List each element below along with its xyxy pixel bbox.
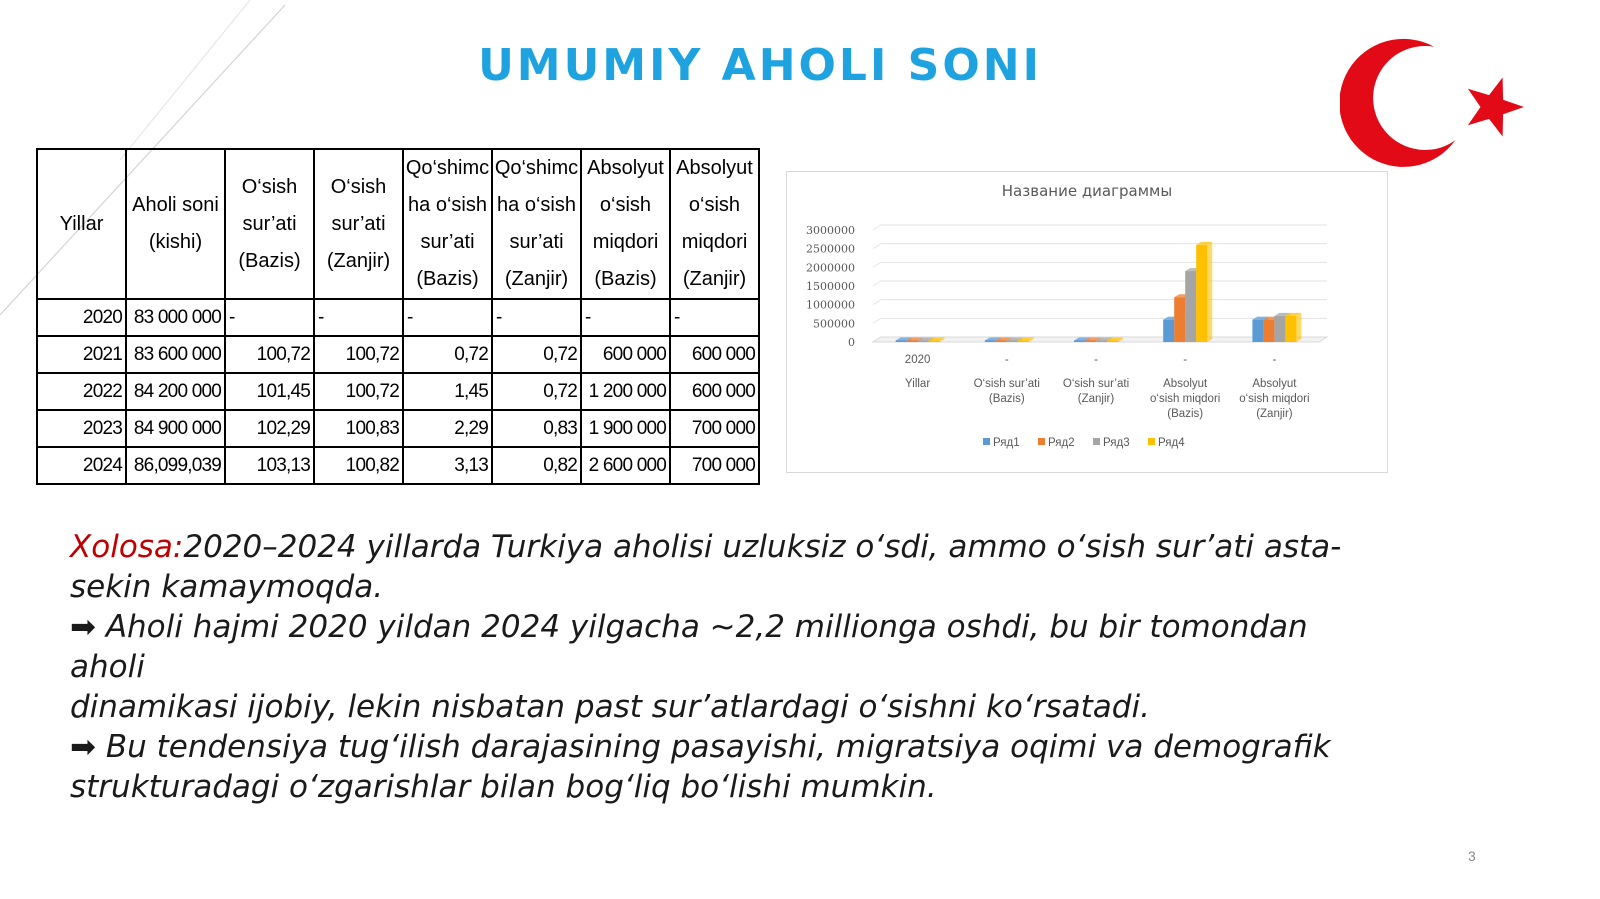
- table-header-4: [403, 149, 492, 299]
- bar-Ряд2-0: [907, 341, 918, 343]
- table-header-line: o‘sish: [599, 194, 652, 216]
- bar-Ряд3-3: [1185, 271, 1196, 342]
- gridline-depth: [873, 318, 881, 323]
- table-cell: 700 000: [670, 410, 759, 447]
- x-tick-label: (Zanjir): [1077, 393, 1115, 405]
- x-tick-label: Yillar: [905, 378, 931, 390]
- bar-Ряд4-0: [929, 341, 940, 343]
- table-header-1: [126, 149, 225, 299]
- table-cell: -: [670, 299, 759, 336]
- conclusion-line-1: 2020–2024 yillarda Turkiya aholisi uzluksiz o‘sdi, ammo o‘sish sur’ati asta-: [183, 529, 1342, 565]
- table-header-line: ha o‘sish: [497, 194, 576, 216]
- legend-entry: Ряд1: [993, 437, 1020, 449]
- x-tick-label: -: [1272, 354, 1277, 366]
- bar-Ряд3-0: [918, 341, 929, 343]
- bar-chart: [787, 172, 1387, 472]
- table-cell: 100,72: [225, 336, 314, 373]
- bar-Ряд4-3: [1196, 245, 1207, 342]
- legend-swatch: [1038, 438, 1045, 445]
- bar-Ряд4-4: [1285, 316, 1296, 342]
- table-header-7: [670, 149, 759, 299]
- chart-container: [786, 171, 1388, 473]
- table-cell: 2022: [37, 373, 126, 410]
- table-row: [37, 336, 759, 373]
- table-header-3: [314, 149, 403, 299]
- x-tick-label: (Zanjir): [1256, 408, 1293, 420]
- x-tick-label: Absolyut: [1252, 378, 1297, 390]
- x-tick-label: o‘sish miqdori: [1150, 393, 1221, 405]
- slide-title: UMUMIY AHOLI SONI: [478, 40, 1042, 91]
- table-cell: 0,83: [492, 410, 581, 447]
- x-tick-label: o‘sish miqdori: [1239, 393, 1310, 405]
- bar-side: [1207, 242, 1212, 342]
- page-number: 3: [1468, 848, 1476, 864]
- bar-Ряд3-1: [1007, 341, 1018, 343]
- table-header-line: Qo‘shimc: [405, 157, 490, 179]
- table-header-line: o‘sish: [688, 194, 741, 216]
- table-cell: 0,72: [492, 336, 581, 373]
- table-cell: 103,13: [225, 447, 314, 484]
- table-cell: 3,13: [403, 447, 492, 484]
- table-header-line: O‘sish: [330, 175, 387, 198]
- table-cell: -: [492, 299, 581, 336]
- conclusion-line-5: ➡ Bu tendensiya tug‘ilish darajasining pasayishi, migratsiya oqimi va demografik: [70, 729, 1331, 765]
- gridline-depth: [873, 300, 881, 305]
- table-cell: 100,72: [314, 373, 403, 410]
- x-tick-label: O‘sish sur’ati: [1062, 378, 1130, 390]
- table-header-0: [37, 149, 126, 299]
- bar-Ряд4-1: [1018, 341, 1029, 343]
- y-tick-label: 3000000: [806, 224, 855, 237]
- table-cell: 1,45: [403, 373, 492, 410]
- bar-Ряд1-1: [985, 341, 996, 343]
- table-header-line: Absolyut: [587, 157, 664, 179]
- table-cell: 2023: [37, 410, 126, 447]
- bar-Ряд2-4: [1263, 320, 1274, 342]
- table-header-line: (Bazis): [238, 249, 301, 272]
- table-row: [37, 373, 759, 410]
- table-header-line: sur’ati: [509, 231, 564, 253]
- table-header-line: Absolyut: [676, 157, 753, 179]
- table-row: [37, 410, 759, 447]
- y-tick-label: 2000000: [806, 261, 855, 275]
- table-cell: 100,83: [314, 410, 403, 447]
- table-cell: 600 000: [670, 336, 759, 373]
- table-cell: 700 000: [670, 447, 759, 484]
- table-cell: 100,82: [314, 447, 403, 484]
- table-cell: 86,099,039: [126, 447, 225, 484]
- table-header-line: (kishi): [148, 231, 203, 253]
- table-cell: 84 900 000: [126, 410, 225, 447]
- legend-entry: Ряд3: [1103, 437, 1130, 449]
- table-cell: 0,72: [492, 373, 581, 410]
- table-cell: 2024: [37, 447, 126, 484]
- table-body: [37, 299, 759, 484]
- y-tick-label: 1500000: [806, 280, 855, 293]
- x-tick-label: O‘sish sur’ati: [973, 378, 1040, 390]
- table-cell: 600 000: [670, 373, 759, 410]
- x-tick-label: -: [1183, 354, 1188, 366]
- table-cell: 2020: [37, 299, 126, 336]
- table-cell: 1 900 000: [581, 410, 670, 447]
- table-header-line: sur’ati: [331, 212, 386, 235]
- bar-Ряд2-1: [996, 341, 1007, 343]
- chart-title: Название диаграммы: [1001, 182, 1173, 200]
- x-tick-label: -: [1004, 354, 1009, 366]
- x-tick-label: 2020: [904, 354, 931, 366]
- legend-swatch: [1148, 438, 1155, 445]
- population-table: [36, 148, 760, 485]
- bar-Ряд1-3: [1163, 320, 1174, 342]
- table-header-line: O‘sish: [241, 175, 298, 198]
- gridline-depth: [873, 244, 881, 249]
- table-header-line: miqdori: [681, 231, 748, 253]
- table-cell: 83 000 000: [126, 299, 225, 336]
- bar-Ряд2-3: [1174, 297, 1185, 342]
- table-header-line: Yillar: [59, 212, 104, 235]
- x-tick-label: (Bazis): [1167, 408, 1204, 420]
- table-cell: 100,72: [314, 336, 403, 373]
- bar-Ряд3-2: [1096, 341, 1107, 343]
- table-header-line: (Zanjir): [682, 268, 747, 290]
- x-tick-label: (Bazis): [988, 393, 1025, 405]
- gridline-depth: [873, 262, 881, 267]
- table-cell: 0,72: [403, 336, 492, 373]
- bar-Ряд4-2: [1107, 341, 1118, 343]
- y-tick-label: 1000000: [806, 298, 855, 312]
- turkish-crescent-star-icon: [1340, 30, 1555, 190]
- bar-Ряд1-2: [1074, 341, 1085, 343]
- x-tick-label: -: [1094, 354, 1098, 366]
- y-tick-label: 0: [848, 336, 855, 349]
- conclusion-lead: Xolosa:: [70, 529, 184, 565]
- conclusion-text: [70, 527, 1360, 807]
- conclusion-line-6: strukturadagi o‘zgarishlar bilan bog‘liq bo‘lishi mumkin.: [70, 769, 937, 805]
- table-header-line: (Bazis): [594, 268, 657, 290]
- table-cell: 84 200 000: [126, 373, 225, 410]
- table-cell: 83 600 000: [126, 336, 225, 373]
- table-cell: 1 200 000: [581, 373, 670, 410]
- legend-swatch: [983, 438, 990, 445]
- table-header-line: (Bazis): [416, 268, 479, 290]
- y-tick-label: 500000: [813, 317, 855, 331]
- table-header-line: sur’ati: [242, 212, 297, 235]
- table-header-line: ha o‘sish: [408, 194, 487, 216]
- legend-entry: Ряд2: [1048, 437, 1075, 449]
- conclusion-line-3: ➡ Aholi hajmi 2020 yildan 2024 yilgacha ~2,2 millionga oshdi, bu bir tomondan aholi: [70, 609, 1308, 685]
- legend-entry: Ряд4: [1158, 437, 1185, 449]
- table-cell: 2021: [37, 336, 126, 373]
- bar-Ряд1-4: [1252, 320, 1263, 342]
- bar-Ряд2-2: [1085, 341, 1096, 343]
- table-cell: -: [225, 299, 314, 336]
- table-cell: 102,29: [225, 410, 314, 447]
- y-tick-label: 2500000: [806, 242, 855, 256]
- table-cell: -: [581, 299, 670, 336]
- table-header-6: [581, 149, 670, 299]
- gridline-depth: [873, 281, 881, 286]
- table-row: [37, 299, 759, 336]
- table-header-line: miqdori: [592, 231, 659, 253]
- table-cell: 600 000: [581, 336, 670, 373]
- table-cell: -: [403, 299, 492, 336]
- table-cell: -: [314, 299, 403, 336]
- x-tick-label: Absolyut: [1163, 378, 1208, 390]
- table-cell: 2,29: [403, 410, 492, 447]
- conclusion-line-2: sekin kamaymoqda.: [70, 569, 384, 605]
- legend-swatch: [1093, 438, 1100, 445]
- table-header-line: (Zanjir): [326, 249, 391, 272]
- gridline-depth: [873, 225, 881, 230]
- bar-Ряд1-0: [896, 341, 907, 343]
- table-header-line: Aholi soni: [132, 194, 219, 216]
- bar-Ряд3-4: [1274, 316, 1285, 342]
- table-cell: 101,45: [225, 373, 314, 410]
- table-header-5: [492, 149, 581, 299]
- table-header-line: (Zanjir): [504, 268, 569, 290]
- table-header-row: [37, 149, 759, 299]
- bar-side: [1296, 313, 1301, 342]
- table-cell: 2 600 000: [581, 447, 670, 484]
- table-header-line: Qo‘shimc: [494, 157, 579, 179]
- table-header-line: sur’ati: [420, 231, 475, 253]
- table-header-2: [225, 149, 314, 299]
- conclusion-line-4: dinamikasi ijobiy, lekin nisbatan past sur’atlardagi o‘sishni ko‘rsatadi.: [70, 689, 1150, 725]
- table-cell: 0,82: [492, 447, 581, 484]
- table-row: [37, 447, 759, 484]
